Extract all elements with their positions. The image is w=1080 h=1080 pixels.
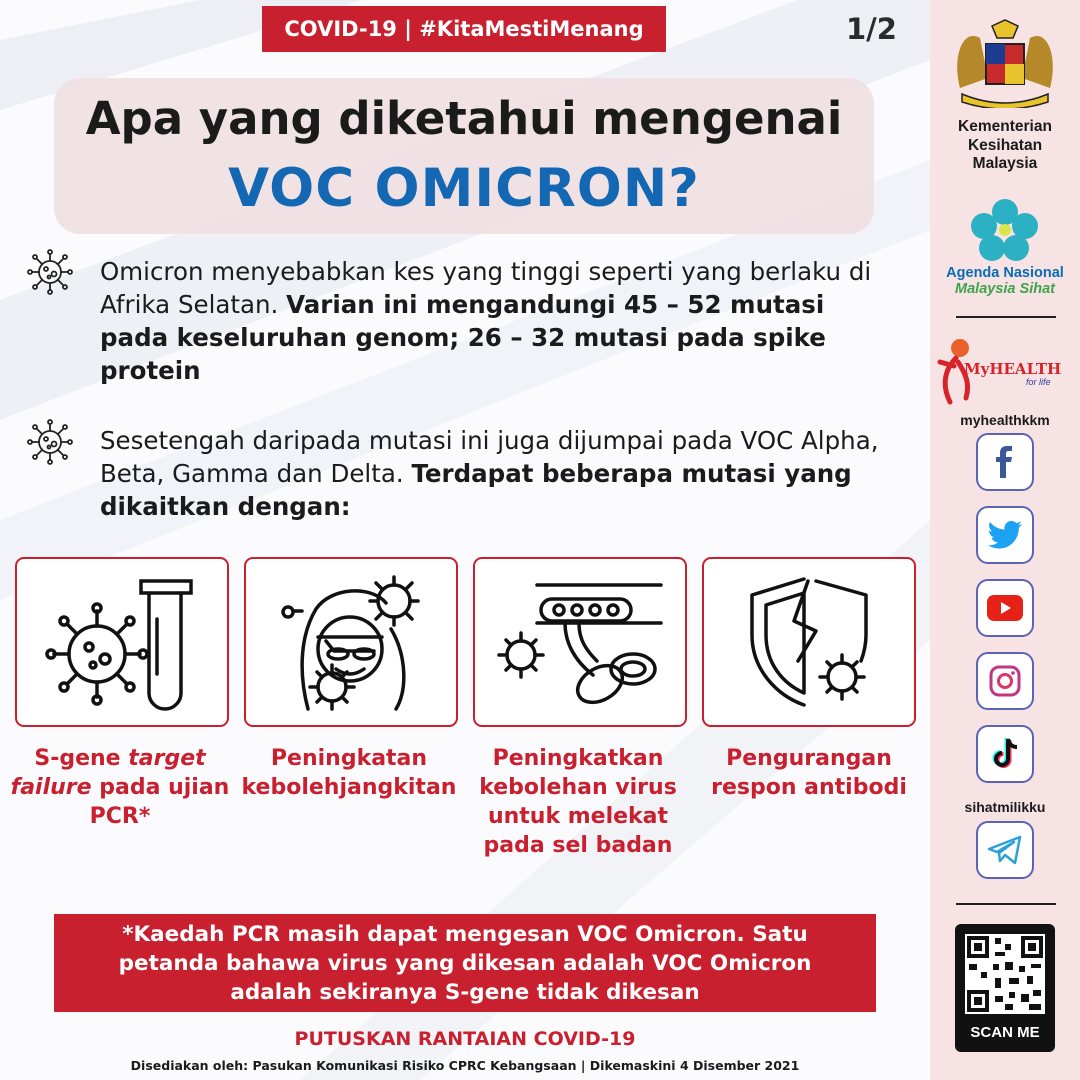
title-line-1: Apa yang diketahui mengenai — [85, 92, 843, 145]
virus-bullet-icon — [24, 416, 76, 468]
note-line: *Kaedah PCR masih dapat mengesan VOC Omicron. Satu — [122, 921, 808, 947]
myhealth-logo: MyHEALTH — [964, 360, 1062, 378]
broken-shield-icon — [704, 559, 914, 725]
card-caption-attach: Peningkatkan kebolehan virus untuk melekat pada sel badan — [479, 746, 677, 858]
virus-cell-attach-icon — [475, 559, 685, 725]
qr-code — [965, 934, 1045, 1014]
bullet-1-text: Omicron menyebabkan kes yang tinggi seperti yang berlaku di Afrika Selatan. — [100, 257, 872, 319]
card-infection — [244, 557, 458, 727]
coat-of-arms-icon — [952, 18, 1058, 108]
card-attach — [473, 557, 687, 727]
card-caption-infection: Peningkatan kebolehjangkitan — [241, 746, 457, 800]
telegram-icon — [987, 834, 1023, 866]
caption-part: S-gene — [34, 746, 129, 771]
qr-code-icon — [965, 934, 1045, 1014]
instagram-icon — [988, 664, 1022, 698]
bullet-2-bold: Terdapat beberapa mutasi yang dikaitkan dengan: — [100, 459, 852, 521]
myhealth-tagline: for life — [1026, 377, 1051, 387]
facebook-icon — [988, 445, 1022, 479]
youtube-button[interactable] — [976, 579, 1034, 637]
note-line: adalah sekiranya S-gene tidak dikesan — [230, 979, 700, 1005]
agenda-subtitle: Malaysia Sihat — [955, 281, 1055, 297]
scan-me-label: SCAN ME — [970, 1024, 1040, 1041]
hashtag-banner: COVID-19 | #KitaMestiMenang — [262, 6, 666, 52]
infected-person-icon — [246, 559, 456, 725]
twitter-button[interactable] — [976, 506, 1034, 564]
ministry-name — [930, 118, 1080, 174]
caption-part: pada ujian PCR* — [89, 775, 230, 829]
divider — [956, 316, 1056, 318]
card-caption-antibody: Pengurangan respon antibodi — [711, 746, 907, 800]
instagram-button[interactable] — [976, 652, 1034, 710]
virus-test-tube-icon — [17, 559, 227, 725]
hibiscus-logo-icon — [970, 194, 1040, 262]
note-line: petanda bahawa virus yang dikesan adalah VOC Omicron — [118, 950, 812, 976]
agenda-title: Agenda Nasional — [946, 265, 1064, 281]
telegram-button[interactable] — [976, 821, 1034, 879]
page-number: 1/2 — [846, 12, 897, 46]
qr-code-panel[interactable] — [955, 924, 1055, 1052]
card-caption-sgene — [0, 744, 240, 831]
facebook-button[interactable] — [976, 433, 1034, 491]
divider — [956, 903, 1056, 905]
bullet-1-bold: Varian ini mengandungi 45 – 52 mutasi pada keseluruhan genom; 26 – 32 mutasi pada spike protein — [100, 290, 826, 385]
caption-emphasis: target failure — [10, 746, 206, 800]
tiktok-icon — [988, 736, 1022, 772]
bullet-paragraph-1 — [100, 255, 880, 387]
card-antibody — [702, 557, 916, 727]
card-sgene — [15, 557, 229, 727]
bullet-paragraph-2 — [100, 424, 880, 523]
ministry-line: Malaysia — [972, 155, 1038, 172]
virus-bullet-icon — [24, 246, 76, 298]
tiktok-button[interactable] — [976, 725, 1034, 783]
bullet-2-text: Sesetengah daripada mutasi ini juga dijumpai pada VOC Alpha, Beta, Gamma dan Delta. — [100, 426, 879, 488]
footer-credit: Disediakan oleh: Pasukan Komunikasi Risiko CPRC Kebangsaan | Dikemaskini 4 Disember 2021 — [130, 1058, 800, 1073]
ministry-line: Kesihatan — [967, 136, 1043, 154]
pcr-note-box — [54, 914, 876, 1012]
youtube-icon — [987, 595, 1023, 621]
footer-title: PUTUSKAN RANTAIAN COVID-19 — [294, 1028, 636, 1050]
title-box — [54, 78, 874, 234]
handle-myhealthkkm: myhealthkkm — [960, 412, 1050, 428]
title-line-2: VOC OMICRON? — [228, 158, 700, 219]
twitter-icon — [987, 520, 1023, 550]
ministry-line: Kementerian — [958, 118, 1052, 135]
handle-sihatmilikku: sihatmilikku — [964, 799, 1046, 815]
